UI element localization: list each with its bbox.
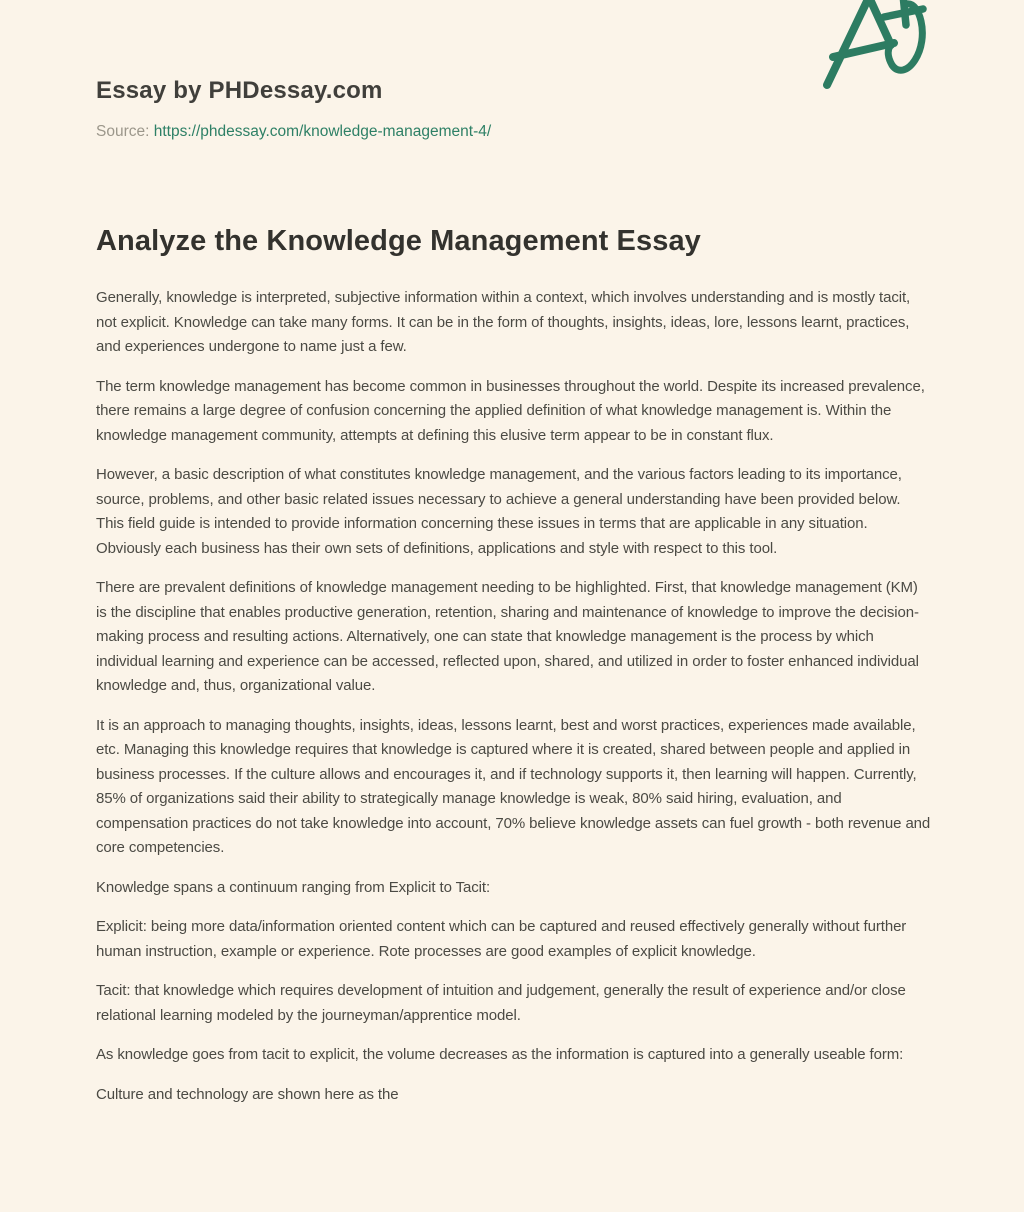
paragraph: Culture and technology are shown here as the — [96, 1085, 399, 1103]
essay-content — [96, 0, 932, 1122]
paragraph: Tacit: that knowledge which requires development of intuition and judgement, generally the result of experience and/or close relational learning modeled by the journeyman/apprentice model. — [96, 982, 906, 1024]
article-title: Analyze the Knowledge Management Essay — [96, 225, 701, 257]
source-url-link[interactable]: https://phdessay.com/knowledge-management-4/ — [153, 123, 492, 140]
paragraph: Explicit: being more data/information oriented content which can be captured and reused effectively generally without further human instruction, example or experience. Rote processes are good examples of explicit knowledge. — [96, 918, 907, 960]
site-title: Essay by PHDessay.com — [96, 77, 383, 104]
source-line — [96, 122, 932, 142]
paragraph: However, a basic description of what constitutes knowledge management, and the various factors leading to its importance, source, problems, and other basic related issues necessary to achieve a general understanding have been provided below. This field guide is intended to provide information concerning these issues in terms that are applicable in any situation. Obviously each business has their own sets of definitions, applications and style with respect to this tool. — [96, 466, 902, 557]
phdessay-logo-icon — [818, 0, 930, 94]
paragraph: Knowledge spans a continuum ranging from Explicit to Tacit: — [96, 878, 491, 896]
paragraph: There are prevalent definitions of knowledge management needing to be highlighted. First, that knowledge management (KM) is the discipline that enables productive generation, retention, sharing and maintenance of knowledge to improve the decision-making process and resulting actions. Alternatively, one can state that knowledge management is the process by which individual learning and experience can be accessed, reflected upon, shared, and utilized in order to foster enhanced individual knowledge and, thus, organizational value. — [96, 579, 919, 694]
article-body — [96, 286, 932, 1107]
paragraph: As knowledge goes from tacit to explicit, the volume decreases as the information is captured into a generally useable form: — [96, 1046, 904, 1063]
paragraph: It is an approach to managing thoughts, insights, ideas, lessons learnt, best and worst practices, experiences made available, etc. Managing this knowledge requires that knowledge is captured where it is created, shared between people and applied in business processes. If the culture allows and encourages it, and if technology supports it, then learning will happen. Currently, 85% of organizations said their ability to strategically manage knowledge is weak, 80% said hiring, evaluation, and compensation practices do not take knowledge into account, 70% believe knowledge assets can fuel growth - both revenue and core competencies. — [96, 716, 931, 856]
paragraph: The term knowledge management has become common in businesses throughout the world. Despite its increased prevalence, there remains a large degree of confusion concerning the applied definition of what knowledge management is. Within the knowledge management community, attempts at defining this elusive term appear to be in constant flux. — [96, 377, 925, 444]
source-label: Source: — [96, 123, 150, 140]
paragraph: Generally, knowledge is interpreted, subjective information within a context, which involves understanding and is mostly tacit, not explicit. Knowledge can take many forms. It can be in the form of thoughts, insights, ideas, lore, lessons learnt, practices, and experiences undergone to name just a few. — [96, 289, 911, 355]
